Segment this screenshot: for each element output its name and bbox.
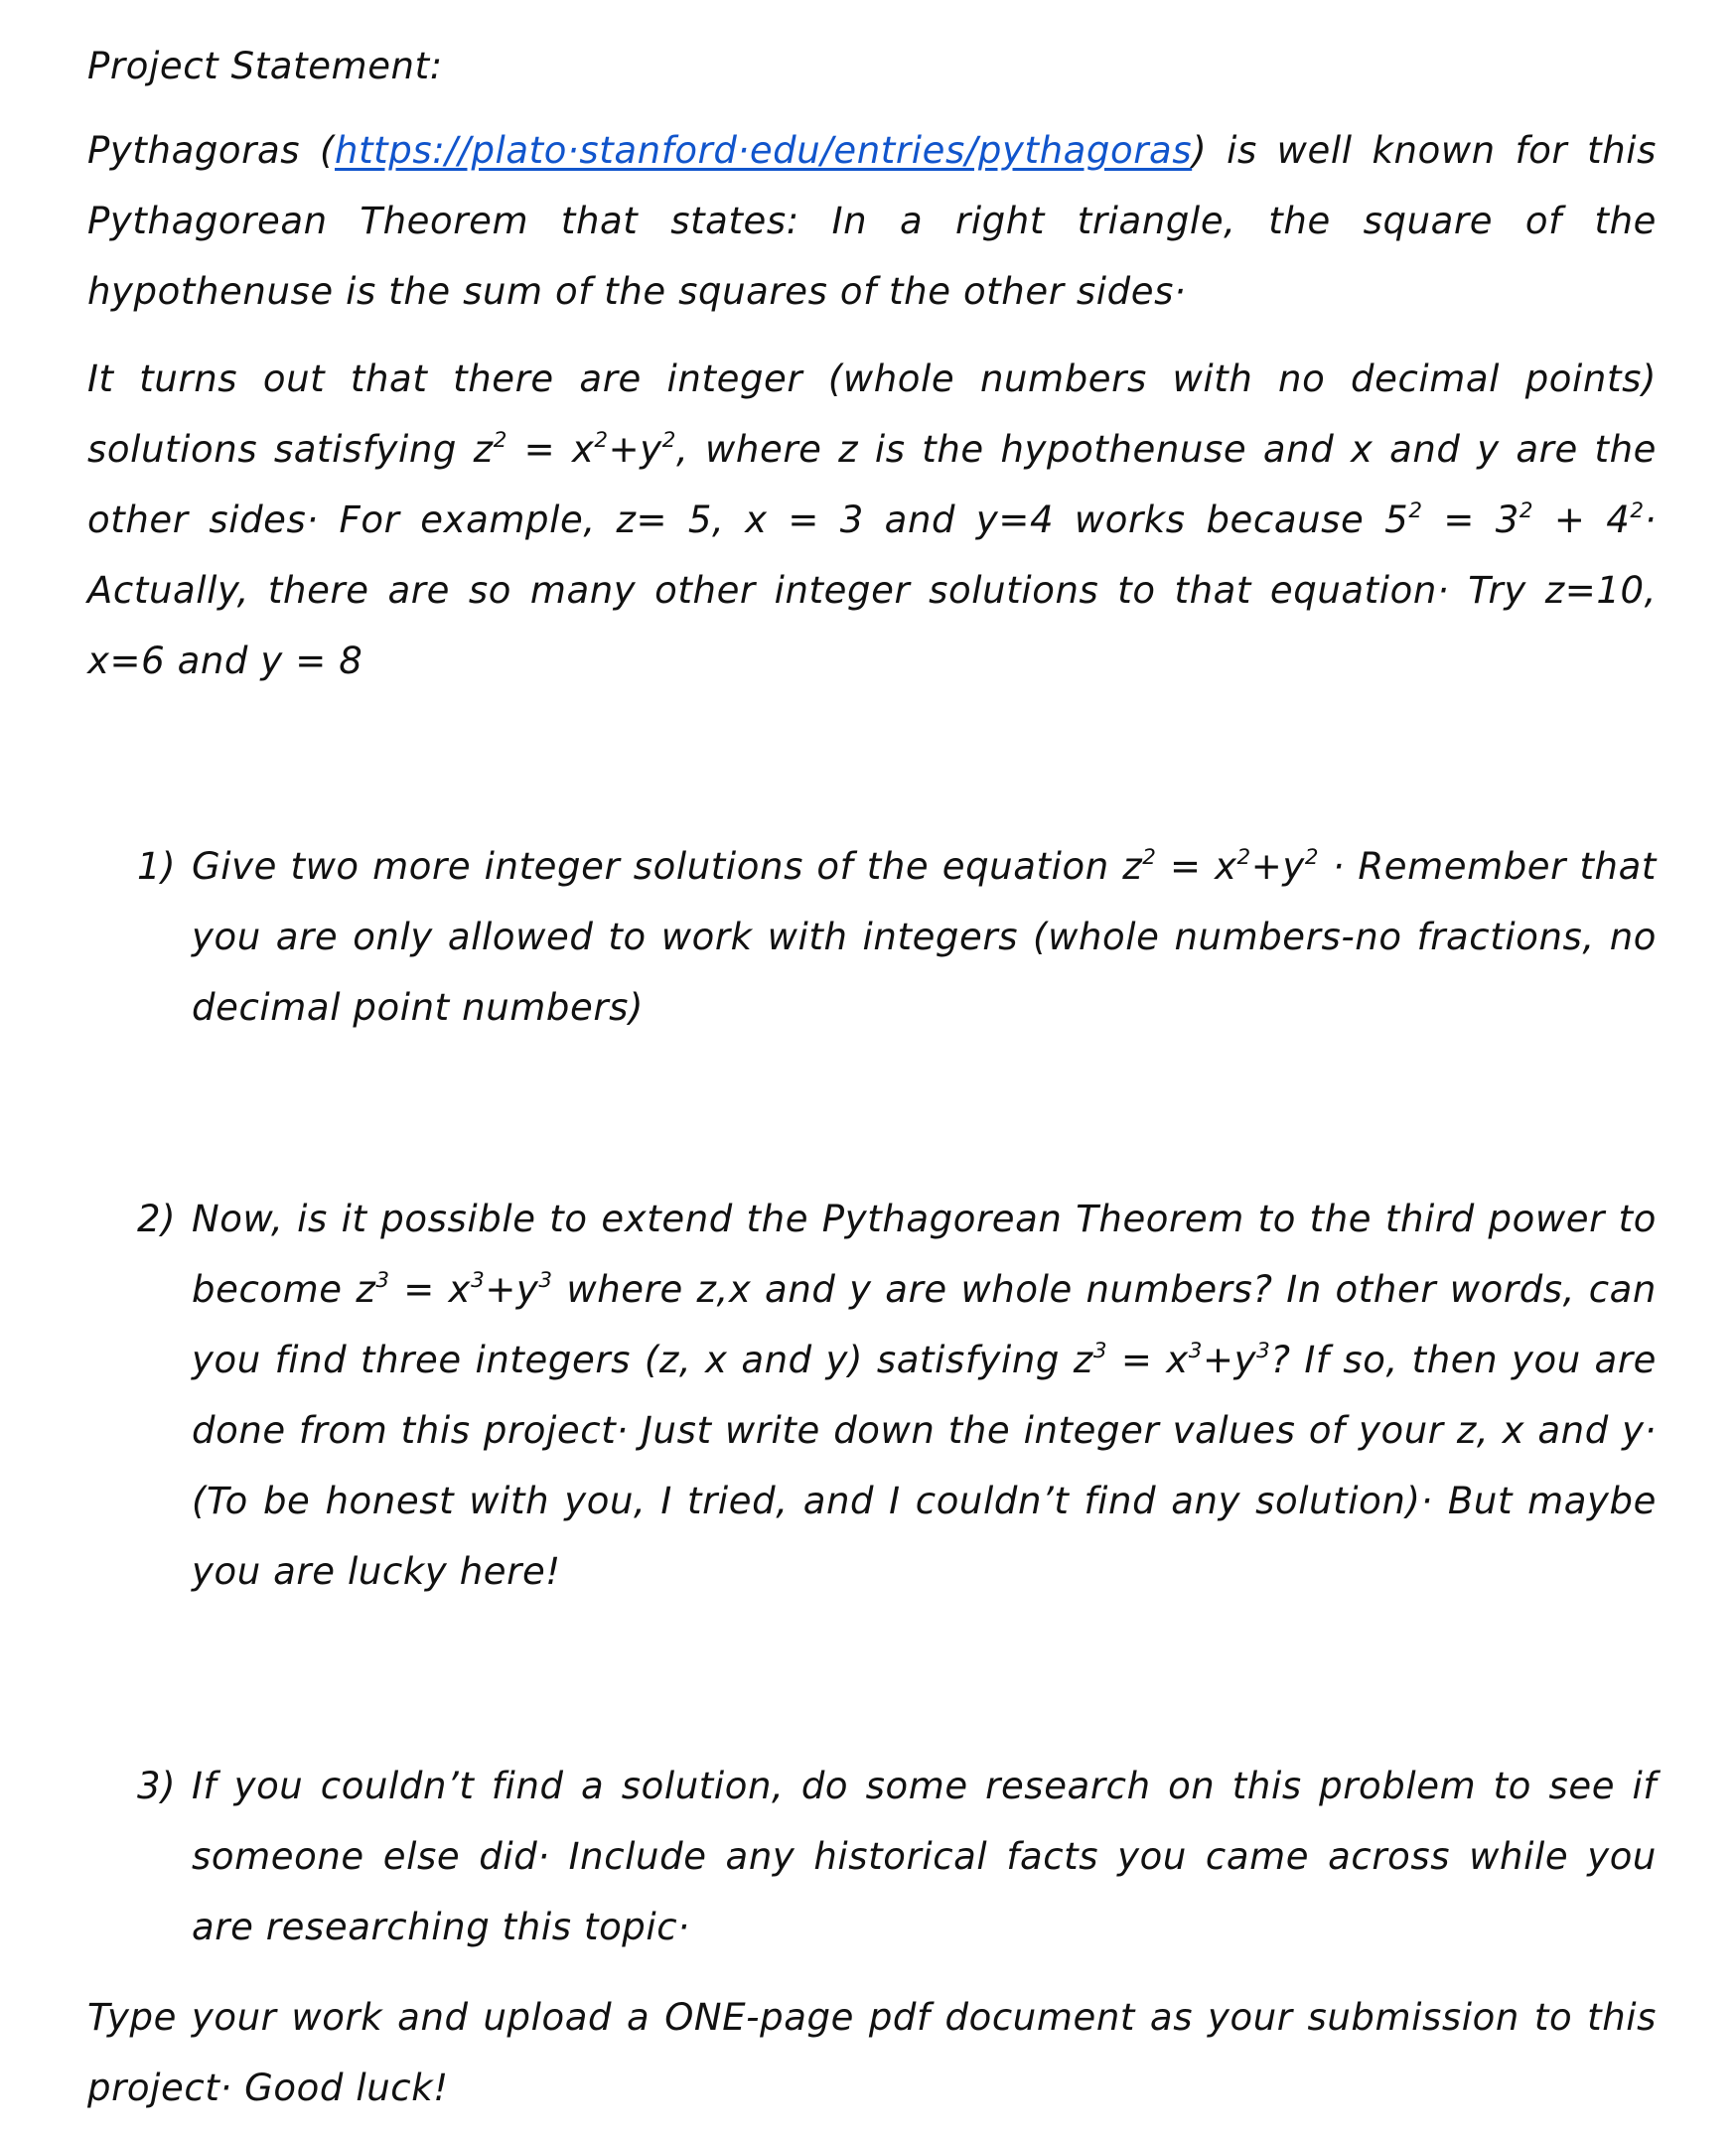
p2-text-7: · Actually, there are so many other integer solutions to that equation· Try z=10, x=6 and y = 8 [87,499,1657,682]
q2-exponent: 3 [1188,1338,1204,1363]
intro-paragraph [87,115,1657,327]
question-3 [87,1751,1657,1962]
question-2 [87,1184,1657,1607]
q2-exponent: 3 [1092,1338,1108,1363]
q2-text-3: +y [485,1268,539,1311]
q2-exponent: 3 [375,1267,390,1293]
q2-text-6: +y [1203,1339,1257,1381]
p2-exponent: 2 [1519,498,1534,523]
q2-text-7: ? If so, then you are done from this project· Just write down the integer values of your z, x and y· (To be honest with you, I tried, and I couldn’t find any solution)· But maybe you are lucky here! [192,1339,1657,1593]
q2-text-1: Now, is it possible to extend the Pythagorean Theorem to the third power to become z [192,1198,1657,1311]
p2-text-1: It turns out that there are integer (whole numbers with no decimal points) solutions satisfying z [87,357,1657,471]
question-1-number: 1) [137,845,177,888]
q2-exponent: 3 [1256,1338,1271,1363]
q2-text-2: = x [389,1268,472,1311]
question-1 [87,831,1657,1043]
p2-exponent: 2 [1630,498,1645,523]
q2-exponent: 3 [471,1267,486,1293]
q1-exponent: 2 [1304,844,1320,870]
question-3-number: 3) [137,1765,177,1807]
q1-text-2: = x [1156,845,1237,888]
p2-exponent: 2 [1408,498,1423,523]
q1-exponent: 2 [1142,844,1157,870]
p2-text-2: = x [506,428,595,471]
p2-text-6: + 4 [1533,499,1631,541]
p2-text-5: = 3 [1422,499,1519,541]
p2-exponent: 2 [493,427,507,453]
q1-text-1: Give two more integer solutions of the equation z [192,845,1143,888]
q3-text: If you couldn’t find a solution, do some research on this problem to see if someone else did· Include any historical facts you came across while you are researching this topic· [192,1765,1657,1948]
q2-text-4: where z,x and y are whole numbers? In other words, can you find three integers (z, x and y) satisfying z [192,1268,1657,1381]
p2-exponent: 2 [594,427,609,453]
project-statement-heading: Project Statement: [87,45,443,87]
integer-solutions-paragraph [87,344,1657,696]
intro-text-end: ) is well known for this Pythagorean Theorem that states: In a right triangle, the square of the hypothenuse is the sum of the squares of the other sides· [87,129,1657,313]
p2-text-3: +y [608,428,662,471]
intro-text-start: Pythagoras ( [87,129,336,172]
stanford-link[interactable]: https://plato·stanford·edu/entries/pythagoras [335,129,1193,172]
q1-text-4: · Remember that you are only allowed to work with integers (whole numbers-no fractions, no decimal point numbers) [192,845,1657,1029]
question-2-number: 2) [137,1198,177,1240]
p2-exponent: 2 [661,427,677,453]
q2-text-5: = x [1107,1339,1189,1381]
q2-exponent: 3 [538,1267,553,1293]
q1-text-3: +y [1250,845,1305,888]
submission-instructions: Type your work and upload a ONE-page pdf document as your submission to this project· Good luck! [87,1996,1657,2109]
q1-exponent: 2 [1236,844,1251,870]
p2-text-4: , where z is the hypothenuse and x and y are the other sides· For example, z= 5, x = 3 and y=4 works because 5 [87,428,1657,541]
